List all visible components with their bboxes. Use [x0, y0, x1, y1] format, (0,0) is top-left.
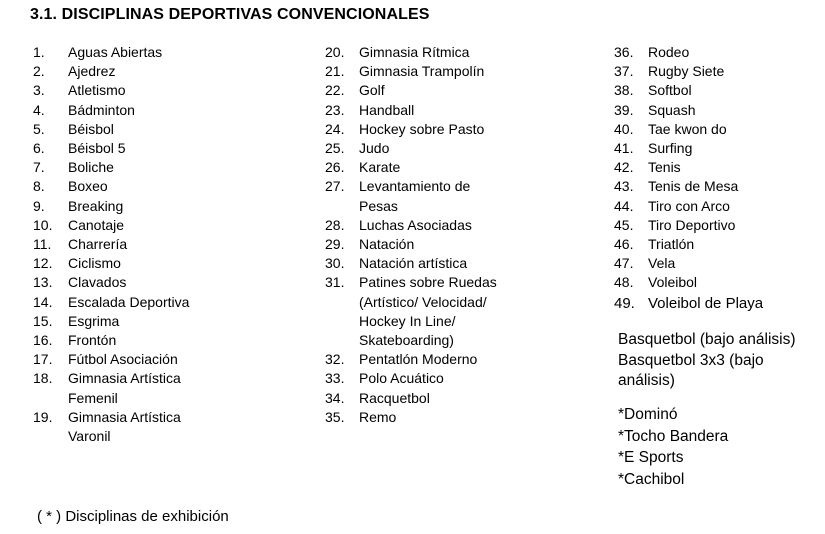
item-label	[68, 235, 303, 254]
item-number: 5.	[33, 120, 45, 137]
item-number: 40.	[614, 120, 634, 137]
item-label-line: Remo	[359, 408, 397, 425]
item-label	[359, 350, 595, 369]
item-label-line: Atletismo	[68, 82, 126, 99]
item-number: 36.	[614, 44, 634, 60]
item-number: 16.	[33, 332, 53, 349]
item-label-line: Rodeo	[648, 44, 690, 60]
item-number: 42.	[614, 159, 634, 176]
item-label-line: Hockey sobre Pasto	[359, 120, 485, 137]
discipline-item	[614, 235, 824, 254]
item-label-line: Gimnasia Trampolín	[359, 63, 485, 80]
discipline-item	[614, 158, 824, 177]
item-label	[359, 139, 595, 158]
item-number: 24.	[325, 120, 345, 137]
column-3	[614, 43, 824, 314]
discipline-item	[614, 273, 824, 292]
item-number: 22.	[325, 82, 345, 99]
item-number: 14.	[33, 293, 53, 310]
item-number: 27.	[325, 178, 345, 195]
item-label-line: Tenis de Mesa	[648, 178, 739, 195]
item-label-line: Racquetbol	[359, 389, 430, 406]
item-number: 18.	[33, 370, 53, 387]
item-number: 39.	[614, 101, 634, 118]
item-label	[68, 101, 303, 120]
item-label	[648, 235, 824, 254]
item-label	[648, 139, 824, 158]
item-number: 30.	[325, 255, 345, 272]
item-label	[359, 62, 595, 81]
item-label	[648, 81, 824, 100]
item-label-line: Patines sobre Ruedas	[359, 274, 497, 291]
discipline-item	[325, 43, 595, 62]
discipline-item	[325, 235, 595, 254]
item-label-line: Vela	[648, 255, 676, 272]
item-label	[648, 197, 824, 216]
discipline-item	[33, 331, 303, 350]
exhibition-item: *Tocho Bandera	[618, 427, 729, 445]
item-label	[68, 369, 303, 407]
item-label-line: Tiro Deportivo	[648, 216, 736, 233]
discipline-item	[33, 293, 303, 312]
discipline-list-3	[614, 43, 824, 314]
item-label-line: Judo	[359, 140, 390, 157]
item-number: 34.	[325, 389, 345, 406]
item-label	[68, 273, 303, 292]
item-label-line: Tiro con Arco	[648, 197, 730, 214]
item-number: 8.	[33, 178, 45, 195]
discipline-item	[325, 350, 595, 369]
discipline-item	[325, 408, 595, 427]
discipline-item	[614, 101, 824, 120]
item-label	[68, 62, 303, 81]
discipline-item	[614, 62, 824, 81]
discipline-item	[614, 120, 824, 139]
item-label	[648, 62, 824, 81]
item-label	[68, 81, 303, 100]
discipline-item	[325, 81, 595, 100]
item-label	[68, 216, 303, 235]
item-label-line: Karate	[359, 159, 401, 176]
exhibition-item: *Dominó	[618, 406, 678, 423]
discipline-item	[33, 177, 303, 196]
item-number: 19.	[33, 408, 53, 425]
item-number: 10.	[33, 216, 53, 233]
item-label	[68, 331, 303, 350]
discipline-item	[325, 369, 595, 388]
item-number: 33.	[325, 370, 345, 387]
item-label	[648, 43, 824, 62]
item-label-line: Frontón	[68, 332, 117, 349]
item-label	[68, 177, 303, 196]
item-label	[359, 158, 595, 177]
exhibition-item: *Cachibol	[618, 470, 685, 488]
discipline-item	[614, 139, 824, 158]
item-label-line: Esgrima	[68, 312, 120, 329]
item-label	[359, 235, 595, 254]
item-label-line: Gimnasia Artística	[68, 408, 181, 425]
item-label	[68, 312, 303, 331]
item-label	[68, 43, 303, 62]
basquetbol-line: Basquetbol (bajo análisis)	[618, 331, 796, 348]
discipline-item	[325, 389, 595, 408]
item-number: 6.	[33, 140, 45, 157]
discipline-item	[33, 158, 303, 177]
item-label-line: Canotaje	[68, 216, 125, 233]
item-label-line: Gimnasia Artística	[68, 370, 181, 387]
item-label-line: Voleibol de Playa	[648, 294, 764, 312]
item-label-line: Charrería	[68, 236, 128, 253]
item-label-line: Pesas	[359, 197, 398, 214]
item-label	[68, 254, 303, 273]
item-number: 43.	[614, 178, 634, 195]
item-number: 31.	[325, 274, 345, 291]
item-number: 48.	[614, 274, 634, 291]
item-number: 46.	[614, 236, 634, 253]
discipline-item	[33, 216, 303, 235]
item-label	[359, 389, 595, 408]
discipline-item	[33, 62, 303, 81]
discipline-item	[33, 273, 303, 292]
item-label-line: Natación artística	[359, 255, 468, 272]
item-label	[648, 101, 824, 120]
section-title: 3.1. DISCIPLINAS DEPORTIVAS CONVENCIONALES	[30, 6, 430, 23]
item-label	[359, 408, 595, 427]
column-1	[33, 43, 303, 446]
item-label	[68, 408, 303, 446]
item-label	[648, 293, 824, 314]
item-label	[359, 43, 595, 62]
item-label	[359, 177, 595, 215]
discipline-item	[33, 350, 303, 369]
item-number: 15.	[33, 312, 53, 329]
item-label	[359, 216, 595, 235]
item-label-line: Handball	[359, 101, 415, 118]
item-label-line: Fútbol Asociación	[68, 351, 178, 368]
discipline-item	[614, 43, 824, 62]
discipline-item	[325, 139, 595, 158]
basquetbol-note	[618, 330, 825, 392]
discipline-item	[325, 120, 595, 139]
item-number: 25.	[325, 140, 345, 157]
item-number: 1.	[33, 44, 45, 60]
item-label-line: Voleibol	[648, 274, 698, 291]
item-number: 26.	[325, 159, 345, 176]
item-number: 12.	[33, 255, 53, 272]
item-label-line: Varonil	[68, 428, 111, 445]
item-number: 45.	[614, 216, 634, 233]
item-label-line: Surfing	[648, 140, 693, 157]
discipline-item	[33, 120, 303, 139]
item-label-line: Softbol	[648, 82, 692, 99]
item-number: 29.	[325, 236, 345, 253]
item-number: 28.	[325, 216, 345, 233]
basquetbol-line: Basquetbol 3x3 (bajo	[618, 351, 764, 369]
item-label-line: Béisbol 5	[68, 140, 126, 157]
item-label-line: Skateboarding)	[359, 332, 454, 349]
item-label-line: Gimnasia Rítmica	[359, 44, 470, 60]
discipline-item	[33, 197, 303, 216]
item-number: 38.	[614, 82, 634, 99]
item-number: 41.	[614, 140, 634, 157]
discipline-item	[325, 158, 595, 177]
item-label-line: Boxeo	[68, 178, 108, 195]
item-label	[648, 273, 824, 292]
item-label	[359, 120, 595, 139]
item-number: 9.	[33, 197, 45, 214]
item-number: 37.	[614, 63, 634, 80]
item-label-line: Triatlón	[648, 236, 695, 253]
discipline-item	[614, 293, 824, 314]
item-label-line: Femenil	[68, 389, 118, 406]
item-label-line: Squash	[648, 101, 696, 118]
exhibition-list	[618, 404, 825, 490]
item-label-line: Tae kwon do	[648, 120, 727, 137]
item-label	[68, 350, 303, 369]
item-label-line: Béisbol	[68, 120, 114, 137]
item-label	[648, 177, 824, 196]
item-label	[68, 293, 303, 312]
item-label-line: Hockey In Line/	[359, 312, 456, 329]
basquetbol-line: análisis)	[618, 372, 675, 389]
item-label	[68, 158, 303, 177]
item-label-line: Escalada Deportiva	[68, 293, 190, 310]
item-number: 7.	[33, 159, 45, 176]
item-number: 32.	[325, 351, 345, 368]
item-number: 21.	[325, 63, 345, 80]
item-number: 11.	[33, 236, 52, 253]
item-number: 44.	[614, 197, 634, 214]
item-label-line: Golf	[359, 82, 385, 99]
item-label-line: (Artístico/ Velocidad/	[359, 293, 487, 310]
discipline-item	[33, 101, 303, 120]
item-label	[68, 197, 303, 216]
discipline-item	[33, 408, 303, 446]
discipline-list-2	[325, 43, 595, 427]
exhibition-item: *E Sports	[618, 449, 684, 466]
discipline-item	[33, 81, 303, 100]
item-number: 23.	[325, 101, 345, 118]
item-label-line: Luchas Asociadas	[359, 216, 472, 233]
item-label-line: Bádminton	[68, 101, 135, 118]
discipline-item	[325, 254, 595, 273]
item-label	[68, 139, 303, 158]
discipline-item	[614, 254, 824, 273]
discipline-item	[325, 101, 595, 120]
discipline-item	[614, 197, 824, 216]
item-label	[359, 369, 595, 388]
item-label-line: Natación	[359, 236, 415, 253]
item-label	[648, 158, 824, 177]
discipline-item	[33, 235, 303, 254]
item-number: 13.	[33, 274, 53, 291]
discipline-list-1	[33, 43, 303, 446]
item-label	[359, 101, 595, 120]
item-label	[648, 120, 824, 139]
item-label-line: Ciclismo	[68, 255, 121, 272]
discipline-item	[614, 81, 824, 100]
item-label-line: Aguas Abiertas	[68, 44, 163, 60]
item-number: 4.	[33, 101, 45, 118]
discipline-item	[33, 139, 303, 158]
discipline-item	[614, 216, 824, 235]
item-label	[359, 254, 595, 273]
item-label-line: Ajedrez	[68, 63, 116, 80]
item-label-line: Rugby Siete	[648, 63, 725, 80]
discipline-item	[325, 216, 595, 235]
item-number: 3.	[33, 82, 45, 99]
footnote: ( * ) Disciplinas de exhibición	[37, 508, 229, 525]
column-2	[325, 43, 595, 427]
item-label	[648, 216, 824, 235]
discipline-item	[33, 312, 303, 331]
item-label-line: Pentatlón Moderno	[359, 351, 478, 368]
item-number: 49.	[614, 294, 635, 312]
item-label-line: Tenis	[648, 159, 681, 176]
item-label	[359, 273, 595, 350]
discipline-item	[33, 254, 303, 273]
discipline-item	[33, 43, 303, 62]
item-label	[648, 254, 824, 273]
item-label-line: Clavados	[68, 274, 127, 291]
discipline-item	[325, 177, 595, 215]
item-label	[359, 81, 595, 100]
item-label-line: Levantamiento de	[359, 178, 471, 195]
item-number: 2.	[33, 63, 45, 80]
item-number: 20.	[325, 44, 345, 60]
item-label-line: Polo Acuático	[359, 370, 444, 387]
item-label	[68, 120, 303, 139]
item-label-line: Boliche	[68, 159, 114, 176]
discipline-item	[325, 62, 595, 81]
discipline-item	[33, 369, 303, 407]
discipline-item	[614, 177, 824, 196]
item-number: 35.	[325, 408, 345, 425]
item-label-line: Breaking	[68, 197, 124, 214]
item-number: 47.	[614, 255, 634, 272]
discipline-item	[325, 273, 595, 350]
item-number: 17.	[33, 351, 53, 368]
